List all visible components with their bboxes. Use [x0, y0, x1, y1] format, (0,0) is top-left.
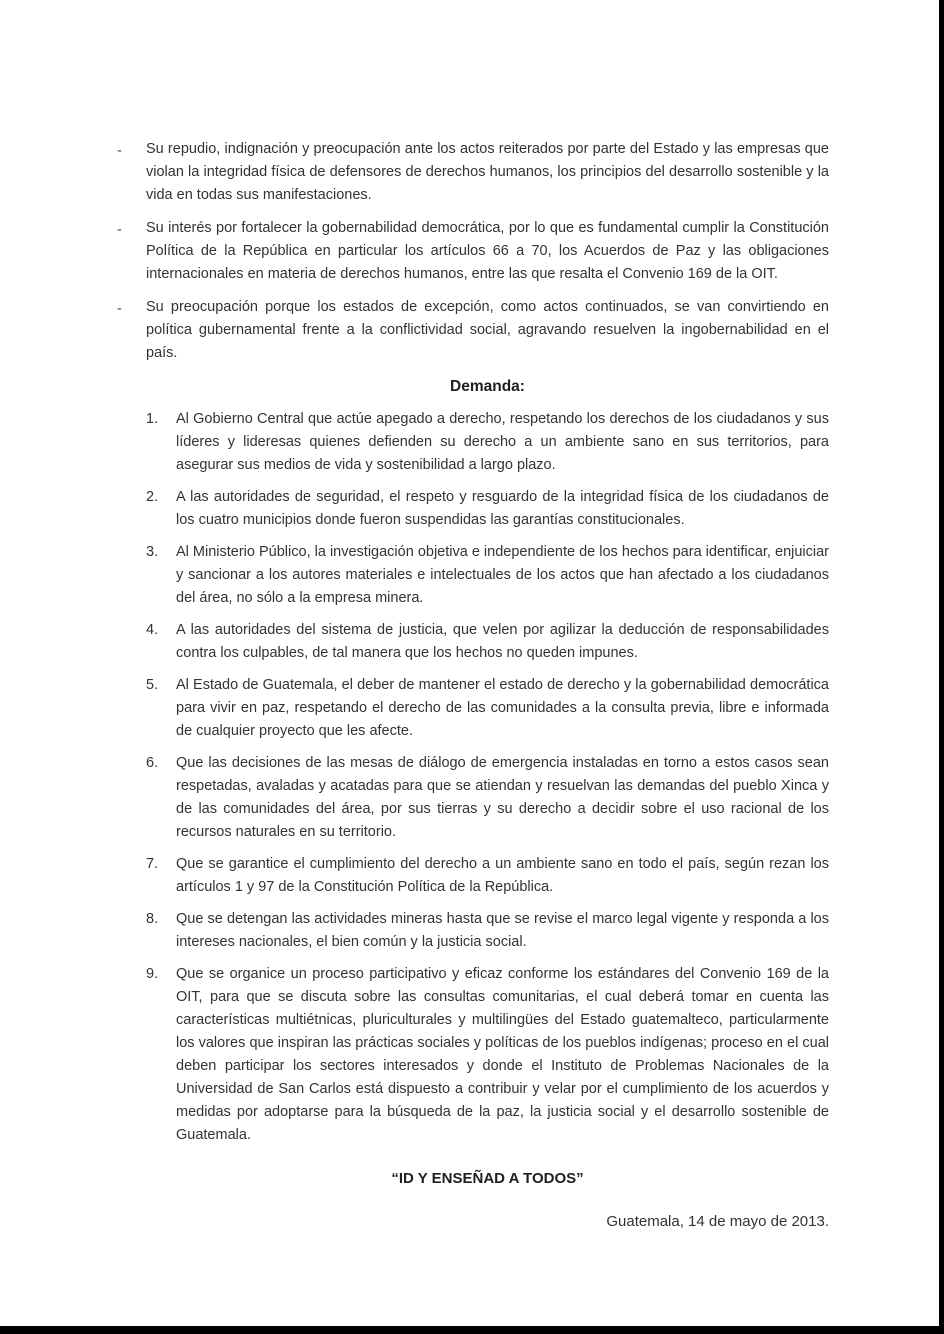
- demand-item-6: [146, 752, 829, 844]
- bullet-text: Su interés por fortalecer la gobernabilidad democrática, por lo que es fundamental cumplir la Constitución Política de la República en particular los artículos 66 a 70, los Acuerdos de Paz y las obligaciones internacionales en materia de derechos humanos, entre las que resalta el Convenio 169 de la OIT.: [146, 220, 829, 282]
- demand-text: Que las decisiones de las mesas de diálogo de emergencia instaladas en torno a estos casos sean respetadas, avaladas y acatadas para que se atiendan y resuelvan las demandas del pueblo Xinca y de las comunidades del área, por sus tierras y su derecho a decidir sobre el uso racional de los recursos naturales en su territorio.: [176, 755, 829, 840]
- bullet-text: Su repudio, indignación y preocupación ante los actos reiterados por parte del Estado y las empresas que violan la integridad física de defensores de derechos humanos, los principios del desarrollo sostenible y la vida en todas sus manifestaciones.: [146, 141, 829, 203]
- demand-number: 6.: [146, 755, 159, 771]
- section-heading: Demanda:: [450, 378, 525, 395]
- demand-text: A las autoridades del sistema de justicia, que velen por agilizar la deducción de responsabilidades contra los culpables, de tal manera que los hechos no queden impunes.: [176, 622, 829, 661]
- demand-item-4: [146, 619, 829, 665]
- demand-text: Que se detengan las actividades mineras hasta que se revise el marco legal vigente y responda a los intereses nacionales, el bien común y la justicia social.: [176, 911, 829, 950]
- closing-quote: “ID Y ENSEÑAD A TODOS”: [391, 1170, 584, 1187]
- demand-text: Al Estado de Guatemala, el deber de mantener el estado de derecho y la gobernabilidad democrática para vivir en paz, respetando el derecho de las comunidades a la consulta previa, libre e informada de cualquier proyecto que les afecte.: [176, 677, 829, 739]
- demand-number: 4.: [146, 622, 159, 638]
- bullet-text: Su preocupación porque los estados de excepción, como actos continuados, se van convirtiendo en política gubernamental frente a la conflictividad social, agravando resuelven la ingobernabilidad en el país.: [146, 299, 829, 361]
- demand-text: Al Gobierno Central que actúe apegado a derecho, respetando los derechos de los ciudadanos y sus líderes y lideresas quienes defienden su derecho a un ambiente sano en sus territorios, para asegurar sus medios de vida y sostenibilidad a largo plazo.: [176, 411, 829, 473]
- demand-text: Que se garantice el cumplimiento del derecho a un ambiente sano en todo el país, según rezan los artículos 1 y 97 de la Constitución Política de la República.: [176, 856, 829, 895]
- demand-item-9: [146, 963, 829, 1147]
- demand-number: 9.: [146, 966, 159, 982]
- demand-item-2: [146, 486, 829, 532]
- bullet-marker: -: [117, 143, 122, 159]
- demand-text: Al Ministerio Público, la investigación objetiva e independiente de los hechos para identificar, enjuiciar y sancionar a los autores materiales e intelectuales de los actos que han afectado a los ciudadanos del área, no sólo a la empresa minera.: [176, 544, 829, 606]
- demand-item-1: [146, 408, 829, 477]
- dateline: Guatemala, 14 de mayo de 2013.: [606, 1213, 829, 1230]
- bullet-marker: -: [117, 222, 122, 238]
- demand-number: 3.: [146, 544, 159, 560]
- bullet-item: [117, 138, 829, 207]
- bullet-marker: -: [117, 301, 122, 317]
- scan-edge-bottom: [0, 1326, 944, 1334]
- demand-item-3: [146, 541, 829, 610]
- demand-text: A las autoridades de seguridad, el respeto y resguardo de la integridad física de los ciudadanos de los cuatro municipios donde fueron suspendidas las garantías constitucionales.: [176, 489, 829, 528]
- demand-item-8: [146, 908, 829, 954]
- bullet-item: [117, 217, 829, 286]
- demand-number: 5.: [146, 677, 159, 693]
- demand-number: 8.: [146, 911, 159, 927]
- demand-number: 7.: [146, 856, 159, 872]
- demand-number: 2.: [146, 489, 159, 505]
- document-content: [117, 138, 829, 1233]
- demand-item-5: [146, 674, 829, 743]
- demand-item-7: [146, 853, 829, 899]
- scan-edge-right: [939, 0, 944, 1334]
- bullet-item: [117, 296, 829, 365]
- demand-number: 1.: [146, 411, 159, 427]
- demand-text: Que se organice un proceso participativo y eficaz conforme los estándares del Convenio 169 de la OIT, para que se discuta sobre las consultas comunitarias, el cual deberá tomar en cuenta las características multiétnicas, pluriculturales y multilingües del Estado guatemalteco, particularmente los valores que inspiran las prácticas sociales y políticas de los pueblos indígenas; proceso en el cual deben participar los sectores interesados y donde el Instituto de Problemas Nacionales de la Universidad de San Carlos está dispuesto a contribuir y velar por el cumplimiento de los acuerdos y medidas por adoptarse para la búsqueda de la paz, la justicia social y el desarrollo sostenible de Guatemala.: [176, 966, 829, 1143]
